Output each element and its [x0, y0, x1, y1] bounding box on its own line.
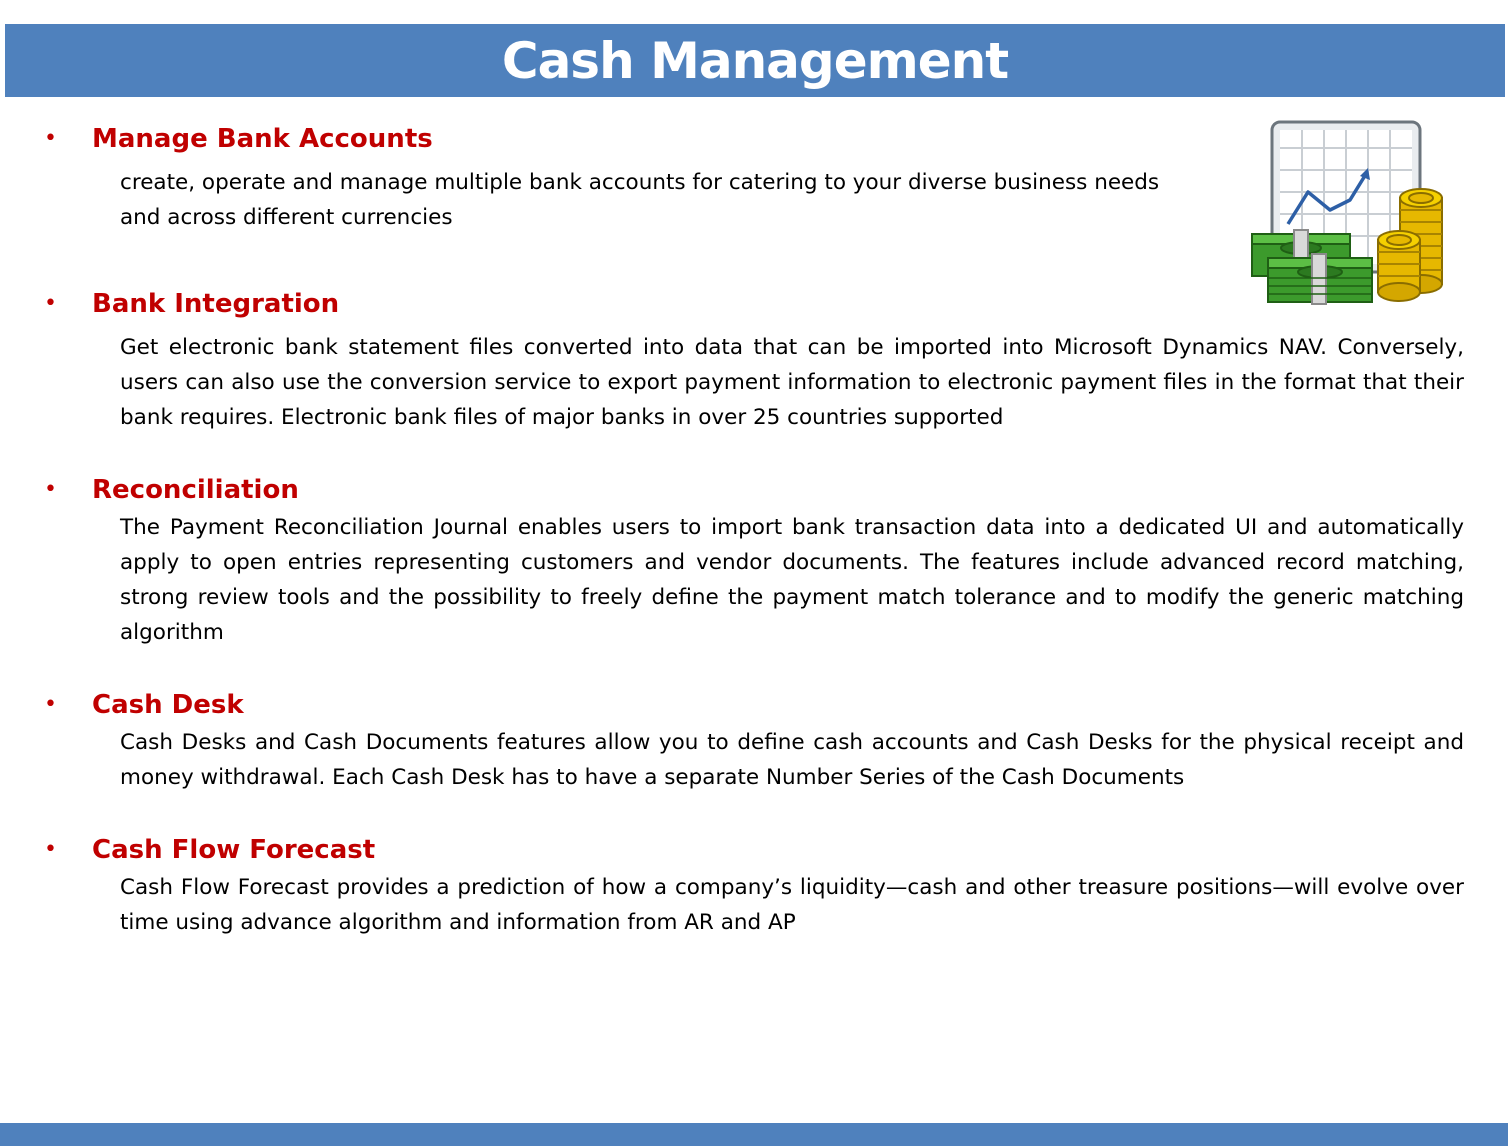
footer-bar: [0, 1123, 1508, 1146]
slide-title: Cash Management: [501, 31, 1009, 90]
section-heading: Manage Bank Accounts: [92, 124, 433, 154]
section-heading: Bank Integration: [92, 289, 340, 319]
section-heading: Cash Flow Forecast: [92, 835, 376, 865]
section-text: The Payment Reconciliation Journal enables users to import bank transaction data into a dedicated UI and automatically apply to open entries representing customers and vendor documents. The features include advanced record matching, strong review tools and the possibility to freely define the payment match tolerance and to modify the generic matching algorithm: [120, 515, 1464, 645]
section-text: Get electronic bank statement files converted into data that can be imported into Microsoft Dynamics NAV. Conversely, users can also use the conversion service to export payment information to electronic payment files in the format that their bank requires. Electronic bank files of major banks in over 25 countries supported: [120, 335, 1464, 430]
section-text: create, operate and manage multiple bank accounts for catering to your diverse business needs and across different currencies: [120, 170, 1160, 230]
section-text: Cash Flow Forecast provides a prediction of how a company’s liquidity—cash and other treasure positions—will evolve over time using advance algorithm and information from AR and AP: [120, 875, 1464, 935]
bullet-icon: •: [44, 692, 57, 717]
section-text: Cash Desks and Cash Documents features allow you to define cash accounts and Cash Desks for the physical receipt and money withdrawal. Each Cash Desk has to have a separate Number Series of the Cash Documents: [120, 730, 1464, 790]
cash-chart-icon: [1246, 118, 1448, 308]
bullet-icon: •: [44, 291, 57, 316]
section-heading: Reconciliation: [92, 475, 299, 505]
section-heading: Cash Desk: [92, 690, 244, 720]
bullet-icon: •: [44, 477, 57, 502]
title-bar: [5, 24, 1505, 97]
bullet-icon: •: [44, 126, 57, 151]
bullet-icon: •: [44, 837, 57, 862]
